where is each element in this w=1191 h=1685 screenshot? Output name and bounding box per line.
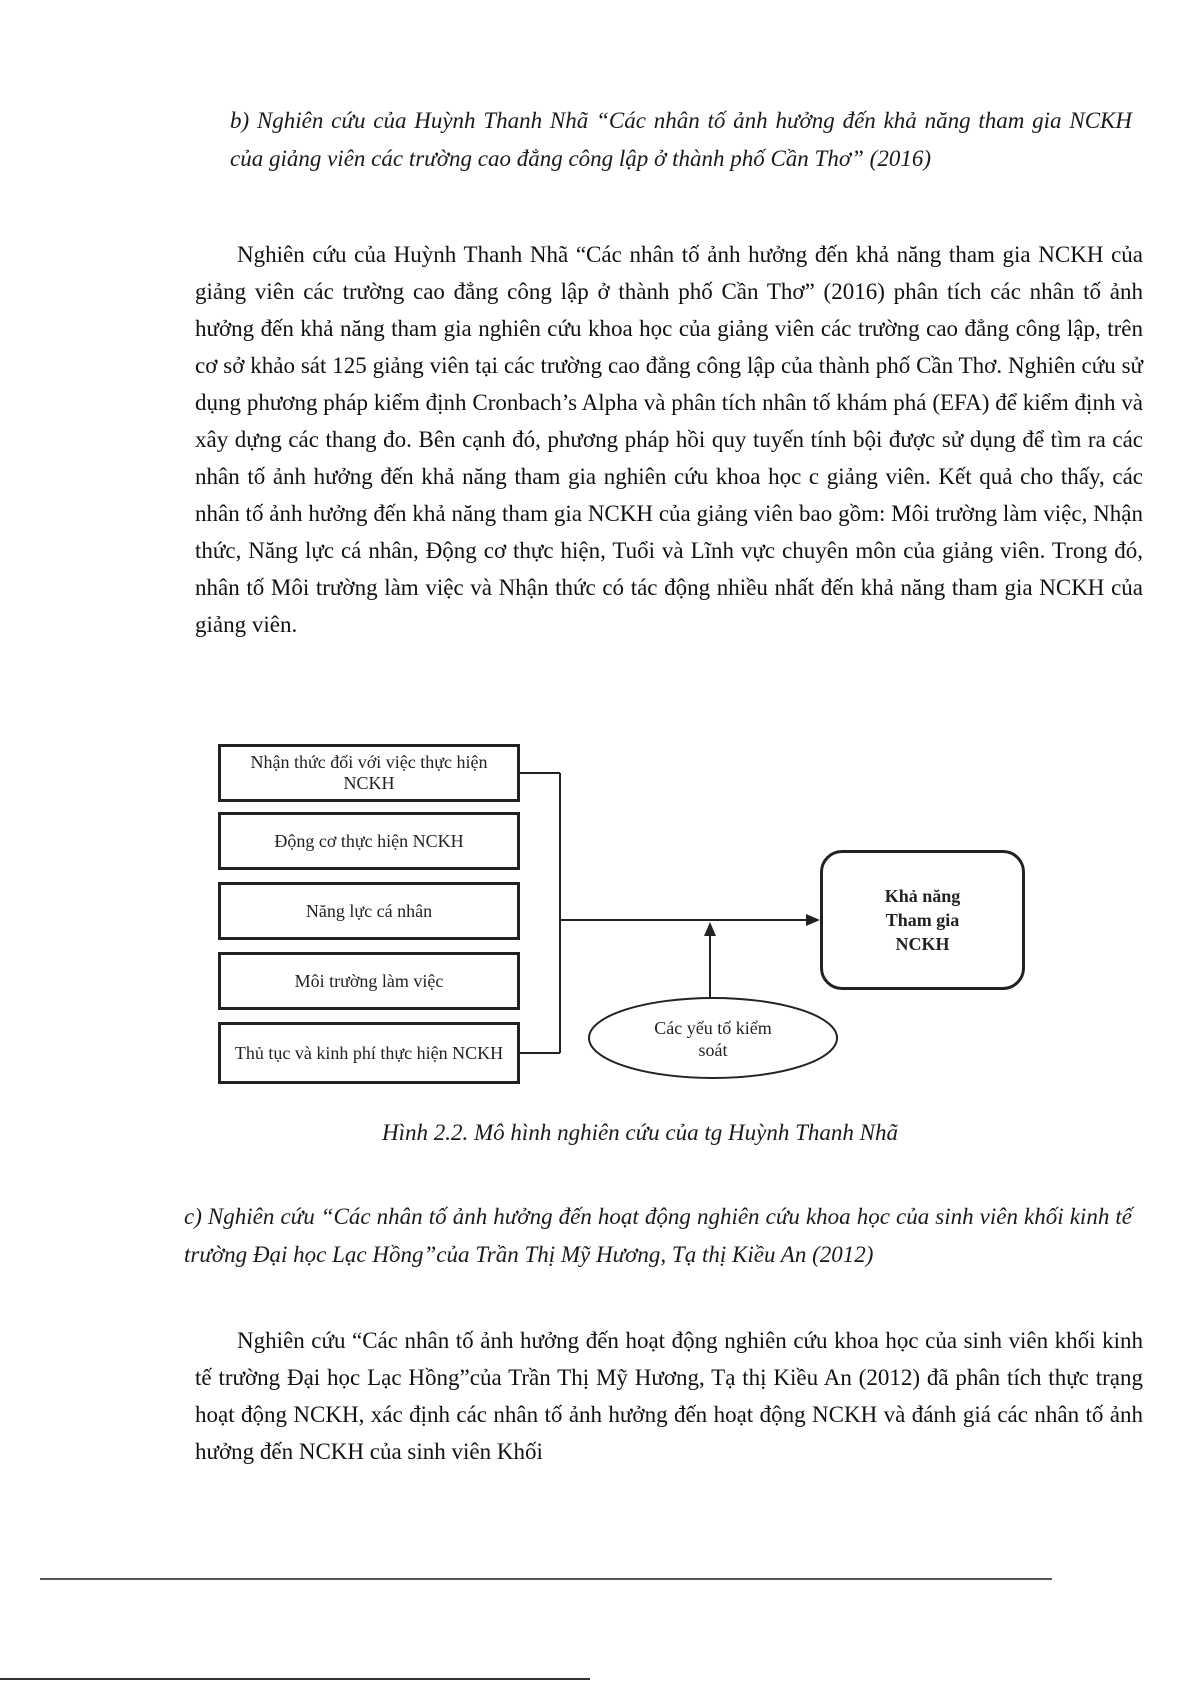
control-arrow-head: [704, 922, 716, 936]
factor-box: Năng lực cá nhân: [218, 882, 520, 940]
footer-divider: [40, 1578, 1052, 1580]
bottom-divider: [0, 1678, 590, 1680]
research-model-diagram: [210, 740, 1070, 1095]
factor-box: Môi trường làm việc: [218, 952, 520, 1010]
arrow-head: [806, 914, 820, 926]
factor-box: Động cơ thực hiện NCKH: [218, 812, 520, 870]
outcome-box: Khả năng Tham gia NCKH: [820, 850, 1025, 990]
factor-box: Thủ tục và kinh phí thực hiện NCKH: [218, 1022, 520, 1084]
section-b-heading: b) Nghiên cứu của Huỳnh Thanh Nhã “Các nhân tố ảnh hưởng đến khả năng tham gia NCKH của giảng viên các trường cao đẳng công lập ở thành phố Cần Thơ” (2016): [230, 108, 1132, 171]
section-c-paragraph: Nghiên cứu “Các nhân tố ảnh hưởng đến hoạt động nghiên cứu khoa học của sinh viên khối kinh tế trường Đại học Lạc Hồng”của Trần Thị Mỹ Hương, Tạ thị Kiều An (2012) đã phân tích thực trạng hoạt động NCKH, xác định các nhân tố ảnh hưởng đến hoạt động NCKH và đánh giá các nhân tố ảnh hưởng đến NCKH của sinh viên Khối: [195, 1328, 1143, 1464]
figure-caption: Hình 2.2. Mô hình nghiên cứu của tg Huỳnh Thanh Nhã: [382, 1120, 898, 1145]
factor-box: Nhận thức đối với việc thực hiện NCKH: [218, 744, 520, 802]
section-b-paragraph: Nghiên cứu của Huỳnh Thanh Nhã “Các nhân tố ảnh hưởng đến khả năng tham gia NCKH của giảng viên các trường cao đẳng công lập ở thành phố Cần Thơ” (2016) phân tích các nhân tố ảnh hưởng đến khả năng tham gia nghiên cứu khoa học của giảng viên các trường cao đẳng công lập, trên cơ sở khảo sát 125 giảng viên tại các trường cao đẳng công lập của thành phố Cần Thơ. Nghiên cứu sử dụng phương pháp kiểm định Cronbach’s Alpha và phân tích nhân tố khám phá (EFA) để kiểm định và xây dựng các thang đo. Bên cạnh đó, phương pháp hồi quy tuyến tính bội được sử dụng để tìm ra các nhân tố ảnh hưởng đến khả năng tham gia nghiên cứu khoa học c giảng viên. Kết quả cho thấy, các nhân tố ảnh hưởng đến khả năng tham gia NCKH của giảng viên bao gồm: Môi trường làm việc, Nhận thức, Năng lực cá nhân, Động cơ thực hiện, Tuổi và Lĩnh vực chuyên môn của giảng viên. Trong đó, nhân tố Môi trường làm việc và Nhận thức có tác động nhiều nhất đến khả năng tham gia NCKH của giảng viên.: [195, 242, 1143, 637]
section-c-heading: c) Nghiên cứu “Các nhân tố ảnh hưởng đến hoạt động nghiên cứu khoa học của sinh viên khối kinh tế trường Đại học Lạc Hồng”của Trần Thị Mỹ Hương, Tạ thị Kiều An (2012): [184, 1204, 1132, 1267]
control-factors-label: Các yếu tố kiểm soát: [654, 1018, 772, 1060]
